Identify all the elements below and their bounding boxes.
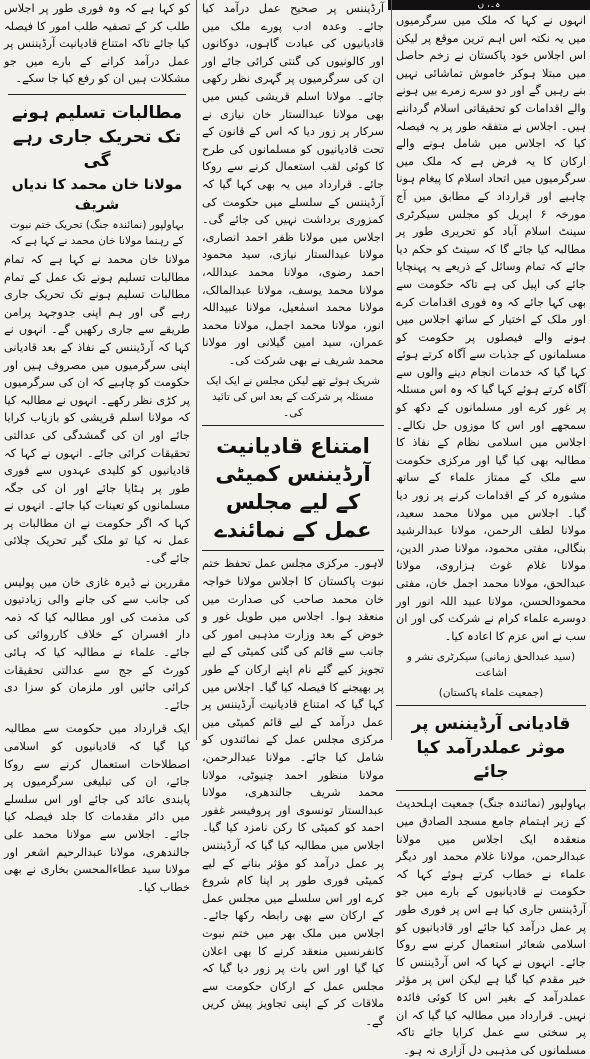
left-sub-headline: مولانا خان محمد کا ندیاں شریف <box>11 176 183 213</box>
left-headline: مطالبات تسلیم ہونے تک تحریک جاری رہے گی <box>12 102 182 171</box>
middle-note: شریک ہوئے تھے لیکن مجلس نے ایک ایک مسئلہ پر شرکت کے بعد اس کی تائید کی۔ <box>206 375 380 420</box>
right-signature-org: (جمعیت علماء پاکستان) <box>438 687 544 700</box>
right-headline-box <box>396 705 586 791</box>
left-byline: بہاولپور (نمائندہ جنگ) تحریک ختم نبوت کے رہنما مولانا خان محمد نے کہا ہے کہ <box>10 218 184 247</box>
right-signature: (سید عبدالحق زمانی) سیکرٹری نشر و اشاعت <box>406 651 576 680</box>
right-article-body: انہوں نے کہا کہ ملک میں سرگرمیوں میں یہ نکتہ اس اہم ترین موقع پر لیکن اس اجلاس خود پاکستان نے زخم حاصل میں مبتلا ہوکر خاموش تماشائی نہیں بنے رہیں گے اور دو سرے زمرے بیں ہونے والے اقدامات کو تحقیقاتی اسلام گرداننے ہیں۔ اجلاس نے متفقہ طور پر یہ فیصلہ کیا کہ اجلاس میں شامل ہونے والے ارکان کا یہ فرض ہے کہ ملک میں سرگرمیوں میں اتحاد اسلام کا پیغام ہونا چاہیے اور قرارداد کے مطابق میں آج مورخہ ۶ اپریل کو مجلس سیکرٹری سینٹ اسلام آباد کو تحریری طور پر مطالبہ کیا جائے گا کہ سینٹ کو حکم دیا جائے کہ تمام وسائل کے ذریعے یہ پہنچایا جائے کی اپیل کی ہے تاکہ حکومت سے بھی کہا جائے کہ وہ فوری اقدامات کرے اور ملک کے اختیار کے ساتھ اجلاس میں ہونے والے فیصلوں پر حکومت کو مسلمانوں کے جذبات سے آگاہ کرتے ہوئے کہا گیا کہ خدمات انجام دینے والوں سے آگاہ کرتے ہوئے کہا گیا کہ وہ اس مسئلہ پر غور کرے اور مسلمانوں کے دکھ کو سمجھے اور اس کا موزوں حل نکالے۔ اجلاس میں اسلامی نظام کے نفاذ کا مطالبہ بھی کیا گیا اور مرکزی حکومت سے ملک کے ممتاز علماء کے ساتھ مشورہ کر کے اقدامات کرنے پر زور دیا گیا۔ اجلاس میں مولانا محمد سعید، مولانا لطف الرحمن، مولانا عبدالرشید بنگالی، مفتی محمود، مولانا صدر الدین، مولانا غلام غوث ہزاروی، مولانا عبدالحق، مولانا محمد اجمل خان، مفتی محمودالحسن، مولانا عبید اللہ انور اور دوسرے علماء کرام نے شرکت کی اور ان سب نے اس عزم کا اعادہ کیا۔ <box>396 14 586 643</box>
divider <box>8 94 186 95</box>
middle-headline: امتناع قادیانیت آرڈیننس کمیٹی کے لیے مجلس عمل کے نمائندے <box>214 434 372 543</box>
column-rule <box>391 0 392 740</box>
left-article-body: مولانا خان محمد نے کہا ہے کہ تمام مطالبات تسلیم ہونے تک عمل کے تمام مطالبات تسلیم ہونے تک تحریک جاری رہے گی اور ہم اپنی جدوجہد پرامن طریقے سے جاری رکھیں گے۔ انہوں نے کہا کہ آرڈیننس کے نفاذ کے بعد قادیانی اپنی سرگرمیوں میں مصروف ہیں اور حکومت کو چاہیے کہ ان کی سرگرمیوں پر کڑی نظر رکھے۔ انہوں نے مطالبہ کیا کہ مولانا اسلم قریشی کو بازیاب کرایا جائے اور ان کی گمشدگی کی عدالتی تحقیقات کرائی جائے۔ انہوں نے کہا کہ قادیانیوں کو کلیدی عہدوں سے فوری طور پر ہٹایا جائے اور ان کی جگہ مسلمانوں کو تعینات کیا جائے۔ انہوں نے کہا کہ اگر حکومت نے ان مطالبات پر عمل نہ کیا تو ملک گیر تحریک چلائی جائے گی۔ <box>4 252 190 566</box>
right-article-2-body: بہاولپور (نمائندہ جنگ) جمعیت اہلحدیث کے زیر اہتمام جامع مسجد الصادق میں منعقدہ ایک اجلاس میں مولانا عبدالرحمن، مولانا غلام محمد اور دیگر علماء نے خطاب کرتے ہوئے کہا کہ حکومت نے قادیانیوں کے بارے میں جو آرڈیننس جاری کیا ہے اس پر فوری طور پر عمل درآمد کیا جائے اور قادیانیوں کو اسلامی شعائر استعمال کرنے سے روکا جائے۔ انہوں نے کہا کہ اس آرڈیننس کا خیر مقدم کیا گیا ہے لیکن اس پر مؤثر عملدرآمد کے بغیر اس کا کوئی فائدہ نہیں۔ قرارداد میں مطالبہ کیا گیا کہ ان پر سختی سے عمل کرایا جائے تاکہ مسلمانوں کی مذہبی دل آزاری نہ ہو۔ <box>396 797 586 1057</box>
middle-article-2-body: لاہور۔ مرکزی مجلس عمل تحفظ ختم نبوت پاکستان کا اجلاس مولانا خواجہ خان محمد صاحب کی صدارت میں منعقد ہوا۔ اجلاس میں طویل غور و خوض کے بعد وزارت مذہبی امور کی جانب سے قائم کی گئی کمیٹی کے لیے تجویز کیے گئے نام اپنے ارکان کے طور پر بھیجنے کا فیصلہ کیا گیا۔ اجلاس میں کہا گیا کہ امتناع قادیانیت آرڈیننس پر عمل درآمد کے لیے قائم کمیٹی میں مرکزی مجلس عمل کے نمائندوں کو شامل کیا جائے۔ مولانا عبدالرحمن، مولانا منظور احمد چنیوٹی، مولانا محمد شریف جالندھری، مولانا عبدالستار تونسوی اور پروفیسر غفور احمد کو کمیٹی کا رکن نامزد کیا گیا۔ اجلاس میں مطالبہ کیا گیا کہ آرڈیننس پر عمل درآمد کو مؤثر بنانے کے لیے کمیٹی فوری طور پر اپنا کام شروع کرے اور اس سلسلے میں مجلس عمل کے ارکان سے بھی رابطہ رکھا جائے۔ اجلاس میں ملک بھر میں ختم نبوت کانفرنسیں منعقد کرنے کا بھی اعلان کیا گیا اور اس بات پر زور دیا گیا کہ مجلس عمل کے ارکان حکومت سے ملاقات کر کے اپنی تجاویز پیش کریں گے۔ <box>202 557 384 1028</box>
right-headline: قادیانی آرڈیننس پر موثر عملدرآمد کیا جائے <box>411 714 571 783</box>
column-rule <box>196 0 197 740</box>
left-article-intro: کو کہا ہے کہ وہ فوری طور پر اجلاس طلب کر کے تصفیہ طلب امور کا فیصلہ کیا جائے تاکہ امتناع قادیانیت آرڈیننس پر عمل درآمد کرانے کے بارے میں جو مشکلات ہیں ان کو رفع کیا جا سکے۔ <box>4 2 190 86</box>
middle-column <box>198 0 388 1028</box>
left-article-body-3: ایک قرارداد میں حکومت سے مطالبہ کیا گیا کہ قادیانیوں کو اسلامی اصطلاحات استعمال کرنے سے روکا جائے، ان کی تبلیغی سرگرمیوں پر پابندی عائد کی جائے اور اس سلسلے میں دائر مقدمات کا جلد فیصلہ کیا جائے۔ اجلاس سے مولانا محمد علی جالندھری، مولانا عبدالرحیم اشعر اور مولانا سید عطاءالمحسن بخاری نے بھی خطاب کیا۔ <box>4 722 190 894</box>
banner-text: ہ۔، ں <box>477 0 501 10</box>
middle-headline-box <box>202 425 384 551</box>
top-banner <box>388 0 590 10</box>
right-column <box>392 12 590 1057</box>
left-column <box>0 0 194 894</box>
left-article-body-2: مقررین نے ڈیرہ غازی خان میں پولیس کی جانب سے کی جانے والی زیادتیوں کی مذمت کی اور مطالبہ کیا کہ ذمہ دار افسران کے خلاف کارروائی کی جائے۔ علماء نے مطالبہ کیا کہ ہائی کورٹ کے جج سے عدالتی تحقیقات کرائی جائیں اور ملزمان کو سزا دی جائے۔ <box>4 575 190 712</box>
middle-article-body: آرڈیننس پر صحیح عمل درآمد کیا جائے۔ وعدہ ادب پورے ملک میں قادیانیوں کی عبادت گاہوں، دوکانوں اور کالونیوں کی گنتی کرائی جائے اور ان کی سرگرمیوں پر گہری نظر رکھی جائے۔ مولانا اسلم قریشی کیس میں بھی مولانا عبدالستار خان نیازی نے سرکار پر زور دیا کہ اس کے قانون کے تحت قادیانیوں کو مسلمانوں کی طرح کا کوئی لقب استعمال کرنے سے روکا جائے۔ قرارداد میں یہ بھی کہا گیا کہ آرڈیننس کے سلسلے میں حکومت کی کمزوری برداشت نہیں کی جائے گی۔ اجلاس میں مولانا ظفر احمد انصاری، مولانا عبدالستار نیازی، سید محمود احمد رضوی، مولانا محمد عبداللہ، مولانا محمد یوسف، مولانا عبدالمالک، مولانا محمد اسمٰعیل، مولانا عبیداللہ انور، مولانا محمد اجمل، مولانا محمد عمران، سید امین گیلانی اور مولانا محمد شریف نے بھی شرکت کی۔ <box>202 2 384 367</box>
